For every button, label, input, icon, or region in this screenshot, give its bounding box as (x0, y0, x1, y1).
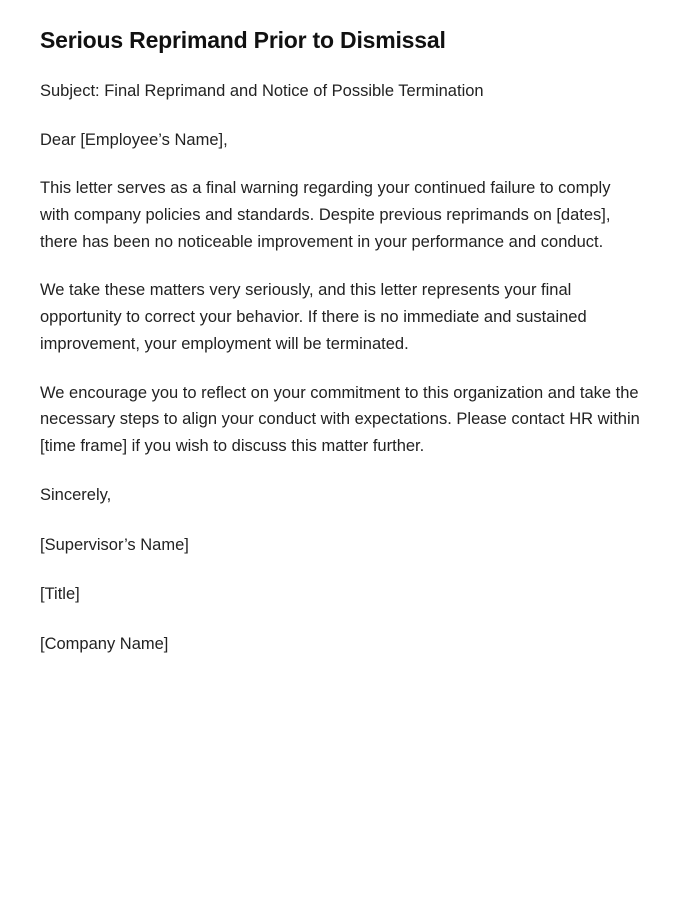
body-paragraph-3: We encourage you to reflect on your commitment to this organization and take the necessary steps to align your conduct with expectations. Please contact HR within [time frame] if you wish to discuss this matter further. (40, 383, 640, 456)
body-paragraph-2: We take these matters very seriously, and this letter represents your final opportunity to correct your behavior. If there is no immediate and sustained improvement, your employment will be terminated. (40, 281, 587, 353)
page-title: Serious Reprimand Prior to Dismissal (40, 27, 446, 53)
closing: Sincerely, (40, 485, 112, 504)
subject-line: Subject: Final Reprimand and Notice of Possible Termination (40, 81, 484, 100)
signature-company-name: [Company Name] (40, 634, 169, 653)
salutation: Dear [Employee’s Name], (40, 130, 228, 149)
signature-title: [Title] (40, 585, 80, 604)
signature-supervisor-name: [Supervisor’s Name] (40, 535, 189, 554)
body-paragraph-1: This letter serves as a final warning regarding your continued failure to comply with company policies and standards. Despite previous reprimands on [dates], there has been no noticeable improvement in your performance and conduct. (40, 179, 611, 251)
